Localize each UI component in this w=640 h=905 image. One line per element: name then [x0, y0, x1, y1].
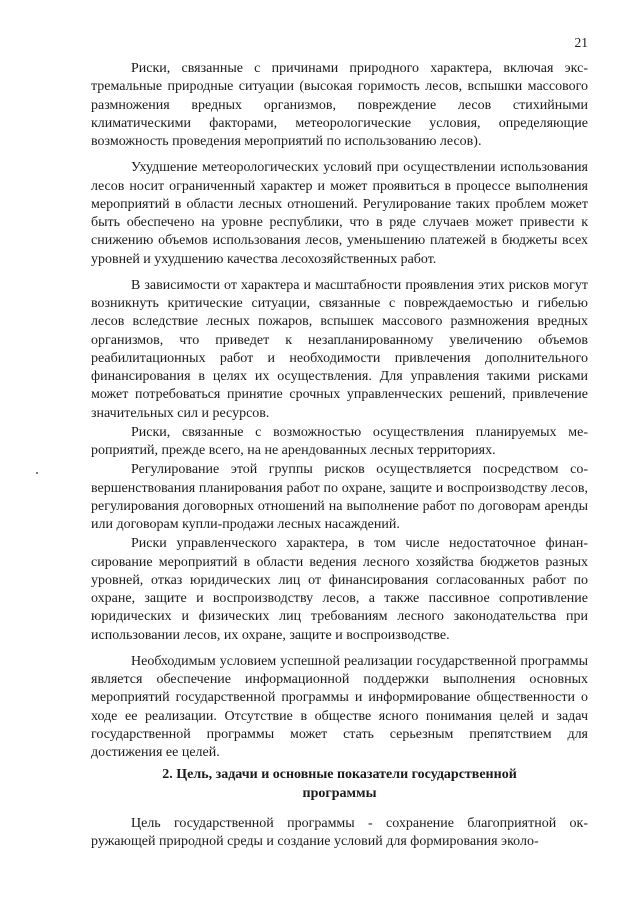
paragraph-critical-situations: В зависимости от характера и масштабности проявления этих рисков могут возникнуть критические ситуации, связанные с повреждаемостью и гибелью лесов вследствие лесных пожаров, вспышек массового размножения вредных организмов, что приведет к незапланированному увеличению объемов реабилитационных работ и необходимости привлечения дополнительного финансирования в целях их осуществления. Для управления такими рисками может потребоваться принятие срочных управленческих решений, привлечение значительных сил и ресурсов. [91, 277, 588, 421]
section-heading-line-1: 2. Цель, задачи и основные показатели государственной [162, 767, 517, 782]
paragraph-risk-regulation: Регулирование этой группы рисков осуществляется посредством совершенствования планирования работ по охране, защите и воспроизводству лесов, регулирования договорных отношений на выполнение работ по договорам аренды или договорам купли-продажи лесных насаждений. [91, 462, 588, 532]
section-heading [91, 765, 588, 803]
section-heading-line-2: программы [302, 786, 377, 801]
paragraph-information-support: Необходимым условием успешной реализации государственной программы является обеспечение информационной поддержки выполнения основных мероприятий государственной программы и информирование общественности о ходе ее реализации. Отсутствие в обществе ясного понимания целей и задач государственной программы может стать серьезным препятствием для достижения ее целей. [91, 653, 588, 760]
paragraph-natural-risks: Риски, связанные с причинами природного характера, включая экстремальные природные ситуации (высокая горимость лесов, вспышки массового размножения вредных организмов, повреждение лесов стихийными климатическими факторами, метеорологические условия, определяющие возможность проведения мероприятий по использованию лесов). [91, 61, 588, 149]
paragraph-weather-conditions: Ухудшение метеорологических условий при осуществлении использования лесов носит ограниченный характер и может проявиться в процессе выполнения мероприятий в области лесных отношений. Регулирование таких проблем может быть обеспечено на уровне республики, что в ряде случаев может привести к снижению объемов использования лесов, уменьшению платежей в бюджеты всех уровней и ухудшению качества лесохозяйственных работ. [91, 160, 588, 267]
paragraph-program-goal: Цель государственной программы - сохранение благоприятной окружающей природной среды и создание условий для формирования эколо- [91, 816, 588, 850]
margin-dot [36, 472, 38, 474]
document-body [91, 60, 588, 762]
paragraph-management-risks: Риски управленческого характера, в том числе недостаточное финансирование мероприятий в области ведения лесного хозяйства бюджетов разных уровней, отказ юридических лиц от финансирования согласованных работ по охране, защите и воспроизводству лесов, а также пассивное сопротивление юридических и физических лиц требованиям лесного законодательства при использовании лесов, их охране, защите и воспроизводстве. [91, 536, 588, 643]
page-number: 21 [574, 35, 588, 50]
section-body [91, 815, 588, 852]
paragraph-planned-measures-risks: Риски, связанные с возможностью осуществления планируемых мероприятий, прежде всего, на не арендованных лесных территориях. [91, 424, 588, 458]
